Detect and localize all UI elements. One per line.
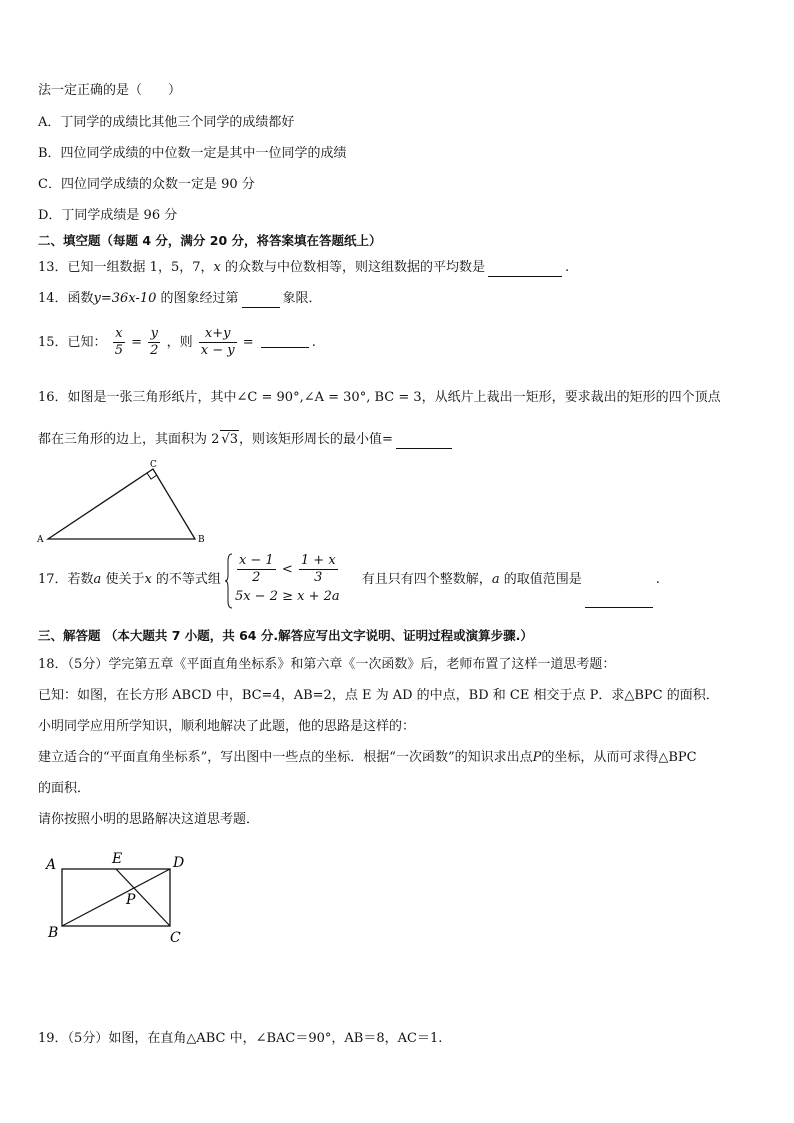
q17-answer-blank[interactable] [585, 593, 653, 608]
q16-sqrt: √3 [221, 432, 238, 447]
q17-inequality-2: 5x − 2 ≥ x + 2a [234, 588, 340, 604]
fig18-label-b: B [48, 925, 59, 941]
q14-text-c: 象限． [282, 291, 322, 306]
q18-line2: 已知：如图，在长方形 ABCD 中，BC=4，AB=2，点 E 为 AD 的中点，BD 和 CE 相交于点 P．求△BPC 的面积． [38, 688, 719, 703]
q13-text-a: 13．已知一组数据 1，5，7， [38, 260, 214, 275]
q16-line2-b: ，则该矩形周长的最小值= [238, 432, 393, 447]
q17-var-a: a [93, 572, 102, 587]
question-13 [38, 259, 569, 277]
q13-text-b: 的众数与中位数相等，则这组数据的平均数是 [220, 260, 485, 275]
q18-var-p: P [532, 750, 542, 765]
q14-text-a: 14．函数 [38, 291, 94, 306]
q16-line1: 16．如图是一张三角形纸片，其中∠C = 90°,∠A = 30°, BC = 3，从纸片上裁出一矩形，要求裁出的矩形的四个顶点 [38, 390, 721, 405]
q15-end: . [311, 335, 316, 350]
q15-fraction-x-5: $\frac{x}{5}$ [114, 326, 123, 358]
q17-inequality-system [225, 553, 340, 607]
section2-heading: 二、填空题（每题 4 分，满分 20 分，将答案填在答题纸上） [38, 233, 382, 248]
q16-line2-a: 都在三角形的边上，其面积为 2 [38, 432, 220, 447]
fig18-label-e: E [112, 851, 123, 867]
fig16-label-b: B [198, 535, 205, 545]
q14-text-b: 的图象经过第 [156, 291, 239, 306]
segment-ce [116, 869, 170, 926]
q15-fraction-y-2: $\frac{y}{2}$ [150, 326, 159, 358]
q18-line3: 小明同学应用所学知识，顺利地解决了此题，他的思路是这样的： [38, 719, 416, 734]
q16-triangle-figure [36, 458, 216, 548]
question-15 [38, 326, 316, 360]
q14-formula: y=36x-10 [93, 291, 157, 306]
q17-frac-right: $\frac{1 + x}{3}$ [300, 552, 336, 585]
triangle-abc [48, 469, 195, 539]
q18-rectangle-figure [42, 850, 202, 950]
fig18-label-p: P [126, 892, 136, 908]
fig16-label-c: C [150, 460, 157, 470]
q12-option-d: D．丁同学成绩是 96 分 [38, 208, 178, 223]
segment-bd [62, 869, 170, 926]
q15-fraction-expression: $\frac{x+y}{x - y}$ [200, 326, 235, 358]
left-brace-icon [225, 553, 233, 609]
fig16-label-a: A [37, 535, 44, 545]
q13-end: . [564, 260, 570, 275]
q18-line1: 18．（5分）学完第五章《平面直角坐标系》和第六章《一次函数》后，老师布置了这样一道思考题： [38, 657, 616, 672]
q17-text-e: 的取值范围是 [499, 572, 582, 587]
q18-line5: 的面积． [38, 781, 91, 796]
fig18-label-d: D [173, 855, 185, 871]
q19-line1: 19．（5分）如图，在直角△ABC 中，∠BAC＝90°，AB＝8，AC＝1. [38, 1031, 443, 1046]
q17-inequality-1: $\frac{x - 1}{2}$ < $\frac{1 + x}{3}$ [238, 552, 336, 585]
q17-var-a2: a [491, 572, 500, 587]
question-17 [38, 552, 660, 608]
q13-answer-blank[interactable] [488, 262, 562, 277]
q17-frac-left: $\frac{x - 1}{2}$ [238, 552, 274, 585]
q17-end: . [655, 572, 660, 587]
q17-text-b: 使关于 [101, 572, 145, 587]
q12-option-b: B．四位同学成绩的中位数一定是其中一位同学的成绩 [38, 146, 347, 161]
fig18-label-c: C [170, 930, 181, 946]
q15-prefix: 15．已知： [38, 335, 107, 350]
q17-text-d: 有且只有四个整数解， [361, 572, 492, 587]
q13-var: x [213, 260, 221, 275]
q15-mid: ，则 [166, 335, 193, 350]
q16-line2 [38, 430, 455, 449]
q17-text-c: 的不等式组 [151, 572, 221, 587]
q17-var-x: x [144, 572, 152, 587]
q12-option-c: C．四位同学成绩的众数一定是 90 分 [38, 177, 255, 192]
sqrt-symbol: √ [221, 432, 230, 447]
q12-stem-tail: 法一定正确的是（ ） [38, 83, 182, 98]
q17-text-a: 17．若数 [38, 572, 94, 587]
question-14 [38, 290, 322, 308]
q12-option-a: A．丁同学的成绩比其他三个同学的成绩都好 [38, 115, 295, 130]
q18-line4: 建立适合的“平面直角坐标系”，写出图中一些点的坐标．根据“一次函数”的知识求出点P的坐标，从而可求得△BPC [38, 750, 697, 765]
fig18-label-a: A [46, 857, 57, 873]
q15-eq: = [131, 335, 143, 350]
q14-answer-blank[interactable] [242, 293, 280, 308]
q18-line6: 请你按照小明的思路解决这道思考题． [38, 812, 260, 827]
q16-answer-blank[interactable] [396, 434, 452, 449]
section3-heading: 三、解答题 （本大题共 7 小题，共 64 分.解答应写出文字说明、证明过程或演算步骤.） [38, 628, 533, 643]
q15-eq2: = [242, 335, 254, 350]
q15-answer-blank[interactable] [261, 337, 309, 348]
